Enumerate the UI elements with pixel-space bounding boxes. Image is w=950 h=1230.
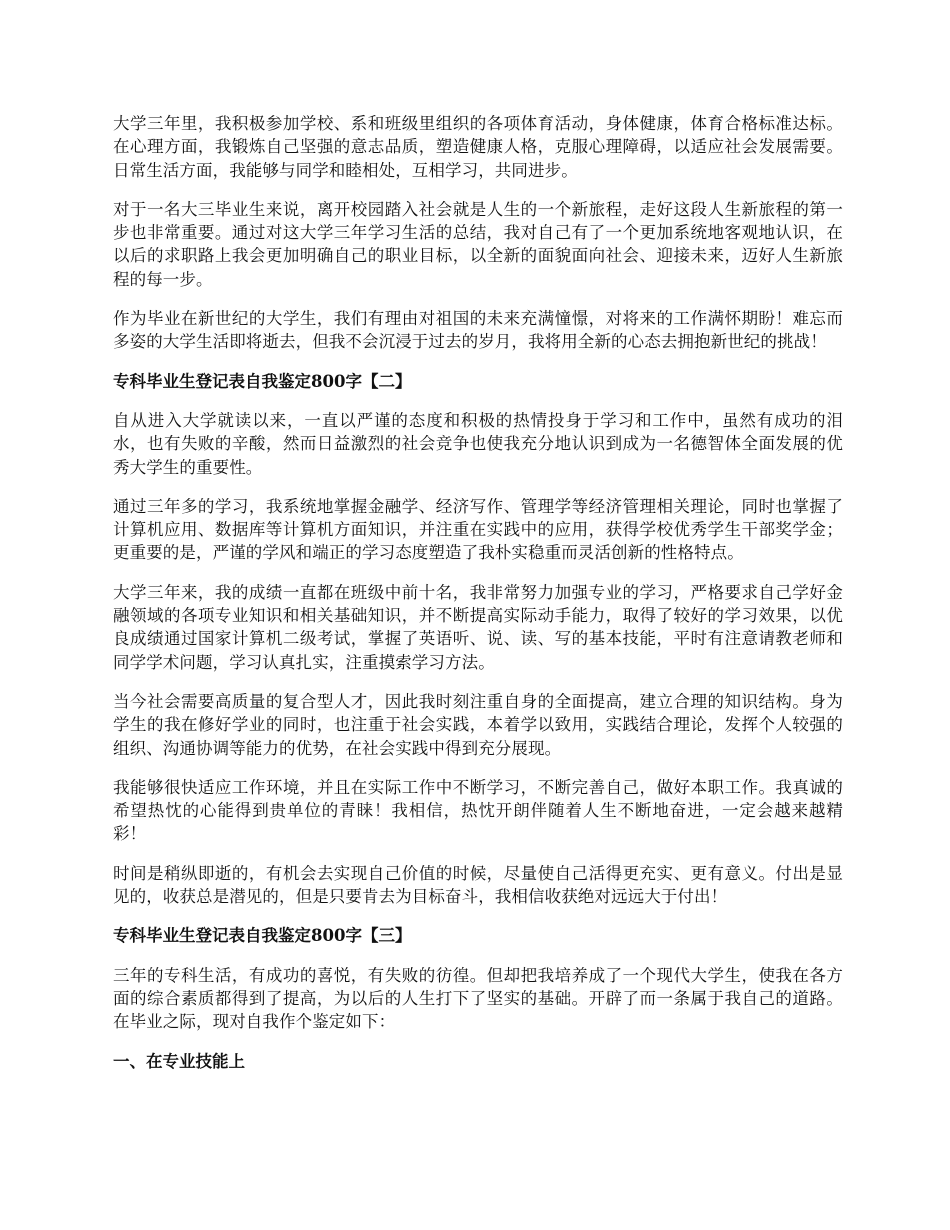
paragraph: 当今社会需要高质量的复合型人才，因此我时刻注重自身的全面提高，建立合理的知识结构。身为学生的我在修好学业的同时，也注重于社会实践，本着学以致用，实践结合理论，发挥个人较强的组织、沟通协调等能力的优势，在社会实践中得到充分展现。 (113, 691, 843, 758)
subsection-heading: 一、在专业技能上 (113, 1051, 245, 1071)
paragraph: 通过三年多的学习，我系统地掌握金融学、经济写作、管理学等经济管理相关理论，同时也掌握了计算机应用、数据库等计算机方面知识，并注重在实践中的应用，获得学校优秀学生干部奖学金；更重要的是，严谨的学风和端正的学习态度塑造了我朴实稳重而灵活创新的性格特点。 (113, 496, 843, 563)
paragraph: 作为毕业在新世纪的大学生，我们有理由对祖国的未来充满憧憬，对将来的工作满怀期盼！难忘而多姿的大学生活即将逝去，但我不会沉浸于过去的岁月，我将用全新的心态去拥抱新世纪的挑战！ (113, 309, 843, 352)
document-page (113, 112, 843, 1089)
paragraph: 时间是稍纵即逝的，有机会去实现自己价值的时候，尽量使自己活得更充实、更有意义。付出是显见的，收获总是潜见的，但是只要肯去为目标奋斗，我相信收获绝对远远大于付出！ (113, 863, 843, 907)
section-heading: 专科毕业生登记表自我鉴定800字【三】 (113, 926, 412, 946)
paragraph: 自从进入大学就读以来，一直以严谨的态度和积极的热情投身于学习和工作中，虽然有成功的泪水，也有失败的辛酸，然而日益激烈的社会竞争也使我充分地认识到成为一名德智体全面发展的优秀大学生的重要性。 (113, 410, 843, 477)
paragraph: 大学三年来，我的成绩一直都在班级中前十名，我非常努力加强专业的学习，严格要求自己学好金融领域的各项专业知识和相关基础知识，并不断提高实际动手能力，取得了较好的学习效果，以优良成绩通过国家计算机二级考试，掌握了英语听、说、读、写的基本技能，平时有注意请教老师和同学学术问题，学习认真扎实，注重摸索学习方法。 (113, 582, 843, 672)
paragraph: 我能够很快适应工作环境，并且在实际工作中不断学习，不断完善自己，做好本职工作。我真诚的希望热忱的心能得到贵单位的青睐！我相信，热忱开朗伴随着人生不断地奋进，一定会越来越精彩！ (113, 777, 843, 844)
paragraph: 大学三年里，我积极参加学校、系和班级里组织的各项体育活动，身体健康，体育合格标准达标。在心理方面，我锻炼自己坚强的意志品质，塑造健康人格，克服心理障碍，以适应社会发展需要。日常生活方面，我能够与同学和睦相处，互相学习，共同进步。 (113, 114, 843, 180)
paragraph: 对于一名大三毕业生来说，离开校园踏入社会就是人生的一个新旅程，走好这段人生新旅程的第一步也非常重要。通过对这大学三年学习生活的总结，我对自己有了一个更加系统地客观地认识，在以后的求职路上我会更加明确自己的职业目标，以全新的面貌面向社会、迎接未来，迈好人生新旅程的每一步。 (113, 199, 843, 289)
section-heading: 专科毕业生登记表自我鉴定800字【二】 (113, 371, 412, 391)
paragraph: 三年的专科生活，有成功的喜悦，有失败的彷徨。但却把我培养成了一个现代大学生，使我在各方面的综合素质都得到了提高，为以后的人生打下了坚实的基础。开辟了而一条属于我自己的道路。在毕业之际，现对自我作个鉴定如下： (113, 965, 843, 1032)
